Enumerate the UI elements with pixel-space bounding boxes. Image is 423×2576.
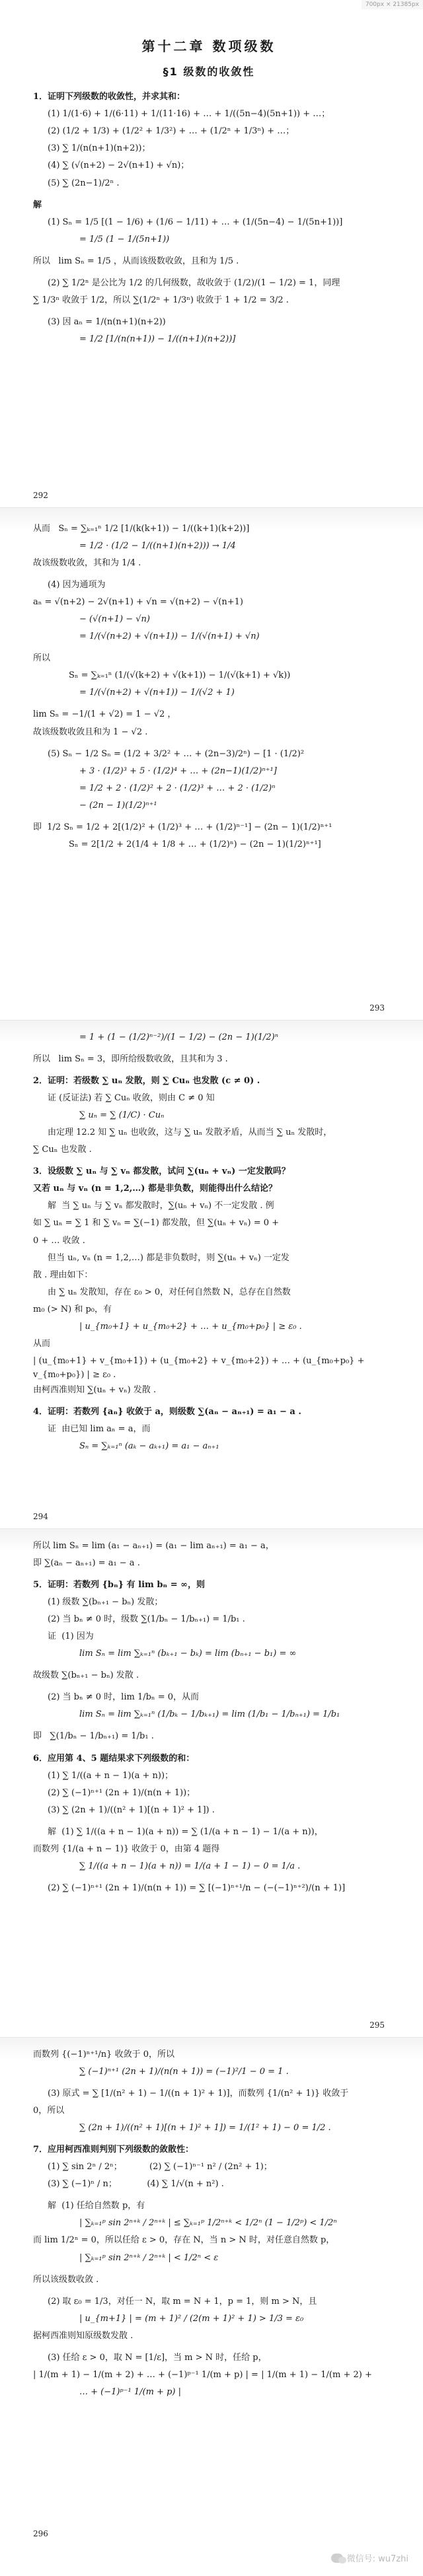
text-line: = 1/2 · (1/2 − 1/((n+1)(n+2))) → 1/4 — [79, 541, 236, 552]
text-line: 据柯西准则知原级数发散 . — [33, 2330, 134, 2341]
text-line: Sₙ = ∑ₖ₌₁ⁿ (aₖ − aₖ₊₁) = a₁ − aₙ₊₁ — [79, 1441, 219, 1452]
text-line: 1．证明下列级数的收敛性，并求其和： — [33, 92, 186, 102]
text-line: ∑ (2n + 1)/((n² + 1)[(n + 1)² + 1]) = 1/(1² + 1) − 0 = 1/2 . — [79, 2123, 331, 2133]
text-line: (2) ∑ (−1)ⁿ⁺¹ (2n + 1)/(n(n + 1))； — [48, 1787, 196, 1798]
text-line: (3) ∑ 1/(n(n+1)(n+2))； — [48, 143, 151, 154]
text-line: | ∑ₖ₌₁ᵖ sin 2ⁿ⁺ᵏ / 2ⁿ⁺ᵏ | ≤ ∑ₖ₌₁ᵖ 1/2ⁿ⁺ᵏ < 1/2ⁿ (1 − 1/2ᵖ) < 1/2ⁿ — [79, 2218, 337, 2229]
text-line: (2) ∑ 1/2ⁿ 是公比为 1/2 的几何级数，故收敛于 (1/2)/(1 − 1/2) = 1，同理 — [48, 277, 340, 288]
text-line: 3．设级数 ∑ uₙ 与 ∑ vₙ 都发散，试问 ∑(uₙ + vₙ) 一定发散吗？ — [33, 1166, 290, 1177]
text-line: 如 ∑ uₙ = ∑ 1 和 ∑ vₙ = ∑(−1) 都发散，但 ∑(uₙ + vₙ) = 0 + — [33, 1218, 280, 1229]
text-line: = 1 + (1 − (1/2)ⁿ⁻²)/(1 − 1/2) − (2n − 1)(1/2)ⁿ — [79, 1032, 279, 1042]
text-line: − (2n − 1)(1/2)ⁿ⁺¹ — [79, 800, 157, 810]
text-line: 所以 lim Sₙ = lim (a₁ − aₙ₊₁) = (a₁ − lim aₙ₊₁) = a₁ − a， — [33, 1541, 274, 1551]
text-line: 7．应用柯西准则判别下列级数的敛散性： — [33, 2145, 194, 2155]
text-line: 散 . 理由如下： — [33, 1270, 93, 1280]
text-line: | u_{m+1} | = (m + 1)² / (2(m + 1)² + 1) > 1/3 = ε₀ — [79, 2313, 304, 2324]
text-line: 而 lim 1/2ⁿ = 0，所以任给 ε > 0，存在 N，当 n > N 时，对任意自然数 p， — [33, 2235, 335, 2246]
section-title: §1 级数的收敛性 — [163, 65, 255, 79]
text-line: (3) ∑ (−1)ⁿ / n； (4) ∑ 1/√(n + n²) . — [48, 2179, 224, 2190]
page-number: 294 — [33, 1511, 48, 1521]
text-line: Sₙ = 2[1/2 + 2(1/4 + 1/8 + … + (1/2)ⁿ) − (2n − 1)(1/2)ⁿ⁺¹] — [69, 839, 321, 849]
text-line: | u_{m₀+1} + u_{m₀+2} + … + u_{m₀+p₀} | ≥ ε₀ . — [79, 1321, 302, 1332]
text-line: 5．证明：若数列 {bₙ} 有 lim bₙ = ∞，则 — [33, 1580, 205, 1591]
text-line: 即 ∑(aₙ − aₙ₊₁) = a₁ − a . — [33, 1558, 140, 1569]
book-page — [0, 1030, 423, 1532]
text-line: ∑ Cuₙ 也发散 . — [33, 1145, 92, 1155]
text-line: 解 (1) ∑ 1/((a + n − 1)(a + n)) = ∑ (1/(a + n − 1) − 1/(a + n))， — [48, 1826, 323, 1837]
page-number: 296 — [33, 2528, 48, 2538]
text-line: (2) 取 ε₀ = 1/3，对任一 N，取 m = N + 1，p = 1，则 m > N，且 — [48, 2296, 317, 2307]
text-line: | (u_{m₀+1} + v_{m₀+1}) + (u_{m₀+2} + v_{m₀+2}) + … + (u_{m₀+p₀} + v_{m₀+p₀}) | ≥ ε₀ . — [33, 1355, 367, 1380]
text-line: (2) (1/2 + 1/3) + (1/2² + 1/3²) + … + (1/2ⁿ + 1/3ⁿ) + …； — [48, 126, 295, 137]
text-line: (1) Sₙ = 1/5 [(1 − 1/6) + (1/6 − 1/11) + … + (1/(5n−4) − 1/(5n+1))] — [48, 217, 343, 227]
text-line: 解 (1) 任给自然数 p，有 — [48, 2201, 145, 2211]
text-line: (2) ∑ (−1)ⁿ⁺¹ (2n + 1)/(n(n + 1)) = ∑ [(−1)ⁿ⁺¹/n − (−(−1)ⁿ⁺²)/(n + 1)] — [48, 1882, 346, 1893]
text-line: aₙ = √(n+2) − 2√(n+1) + √n = √(n+2) − √(n+1) — [33, 597, 243, 608]
text-line: 又若 uₙ 与 vₙ (n = 1,2,…) 都是非负数，则能得出什么结论？ — [33, 1184, 277, 1194]
text-line: + 3 · (1/2)³ + 5 · (1/2)⁴ + … + (2n−1)(1/2)ⁿ⁺¹] — [79, 766, 277, 776]
text-line: 证 由已知 lim aₙ = a，而 — [48, 1424, 151, 1435]
text-line: 0 + … 收敛 . — [33, 1235, 85, 1246]
text-line: (3) 因 aₙ = 1/(n(n+1)(n+2)) — [48, 316, 166, 327]
book-page — [0, 1539, 423, 2041]
text-line: 由柯西准则知 ∑(uₙ + vₙ) 发散 . — [33, 1384, 157, 1395]
text-line: 而数列 {(−1)ⁿ⁺¹/n} 收敛于 0，所以 — [33, 2050, 174, 2059]
text-line: ∑ uₙ = ∑ (1/C) · Cuₙ — [79, 1110, 165, 1121]
text-line: 2．证明：若级数 ∑ uₙ 发散，则 ∑ Cuₙ 也发散 (c ≠ 0) . — [33, 1076, 260, 1087]
text-line: 所以 lim Sₙ = 1/5 ，从而该级数收敛，且和为 1/5 . — [33, 256, 239, 266]
book-page — [0, 9, 423, 511]
text-line: Sₙ = ∑ₖ₌₁ⁿ (1/(√(k+2) + √(k+1)) − 1/(√(k+1) + √k)) — [69, 670, 291, 681]
text-line: 从而 — [33, 1338, 51, 1349]
text-line: = 1/2 + 2 · (1/2)² + 2 · (1/2)³ + … + 2 · (1/2)ⁿ — [79, 783, 276, 793]
text-line: 所以 lim Sₙ = 3，即所给级数收敛，且其和为 3 . — [33, 1054, 228, 1065]
text-line: 证 (反证法) 若 ∑ Cuₙ 收敛，则由 C ≠ 0 知 — [48, 1093, 215, 1104]
text-line: lim Sₙ = lim ∑ₖ₌₁ⁿ (1/bₖ − 1/bₖ₊₁) = lim (1/b₁ − 1/bₙ₊₁) = 1/b₁ — [79, 1709, 340, 1720]
text-line: lim Sₙ = −1/(1 + √2) = 1 − √2 ， — [33, 709, 176, 720]
text-line: (3) 原式 = ∑ [1/(n² + 1) − 1/((n + 1)² + 1)]，而数列 {1/(n² + 1)} 收敛于 — [48, 2089, 349, 2099]
text-line: 4．证明：若数列 {aₙ} 收敛于 a，则级数 ∑(aₙ − aₙ₊₁) = a₁ − a . — [33, 1406, 301, 1417]
page-number: 292 — [33, 490, 48, 500]
text-line: (1) ∑ sin 2ⁿ / 2ⁿ； (2) ∑ (−1)ⁿ⁻¹ n² / (2n² + 1)； — [48, 2162, 272, 2172]
text-line: | ∑ₖ₌₁ᵖ sin 2ⁿ⁺ᵏ / 2ⁿ⁺ᵏ | < 1/2ⁿ < ε — [79, 2252, 219, 2263]
text-line: 而数列 {1/(a + n − 1)} 收敛于 0，由第 4 题得 — [33, 1843, 220, 1854]
text-line: 证 (1) 因为 — [48, 1631, 94, 1642]
text-line: 由 ∑ uₙ 发散知，存在 ε₀ > 0，对任何自然数 N，总存在自然数 — [48, 1287, 291, 1297]
wechat-icon — [331, 2554, 343, 2563]
text-line: 0，所以 — [33, 2106, 65, 2116]
text-line: lim Sₙ = lim ∑ₖ₌₁ⁿ (bₖ₊₁ − bₖ) = lim (bₙ₊₁ − b₁) = ∞ — [79, 1649, 297, 1659]
text-line: (3) ∑ (2n + 1)/((n² + 1)[(n + 1)² + 1]) . — [48, 1805, 215, 1815]
text-line: 即 ∑(1/bₙ − 1/bₙ₊₁) = 1/b₁ . — [33, 1731, 154, 1742]
text-line: − (√(n+1) − √n) — [79, 614, 150, 625]
text-line: (5) ∑ (2n−1)/2ⁿ . — [48, 178, 120, 188]
text-line: = 1/(√(n+2) + √(n+1)) − 1/(√2 + 1) — [79, 688, 235, 698]
text-line: (4) ∑ (√(n+2) − 2√(n+1) + √n)； — [48, 161, 190, 171]
text-line: 从而 Sₙ = ∑ₖ₌₁ⁿ 1/2 [1/(k(k+1)) − 1/((k+1)(k+2))] — [33, 524, 250, 534]
text-line: 故该级数收敛且和为 1 − √2 . — [33, 727, 148, 737]
text-line: 但当 uₙ, vₙ (n = 1,2,…) 都是非负数时，则 ∑(uₙ + vₙ) 一定发 — [48, 1252, 289, 1263]
text-line: 故级数 ∑(bₙ₊₁ − bₙ) 发散 . — [33, 1670, 139, 1681]
text-line: (4) 因为通项为 — [48, 580, 106, 590]
text-line: ∑ 1/3ⁿ 收敛于 1/2，所以 ∑(1/2ⁿ + 1/3ⁿ) 收敛于 1 + 1/2 = 3/2 . — [33, 295, 289, 305]
image-size-label: 700px × 21385px — [362, 0, 423, 9]
page-number: 295 — [369, 2020, 385, 2030]
text-line: 解 — [33, 199, 42, 210]
text-line: (2) 当 bₙ ≠ 0 时，lim 1/bₙ = 0，从而 — [48, 1692, 199, 1703]
chapter-title: 第十二章 数项级数 — [141, 38, 276, 54]
text-line: 故该级数收敛，其和为 1/4 . — [33, 558, 141, 569]
text-line: (1) 级数 ∑(bₙ₊₁ − bₙ) 发散； — [48, 1597, 163, 1608]
text-line: m₀ (> N) 和 p₀，有 — [33, 1304, 112, 1314]
watermark — [331, 2552, 408, 2564]
text-line: 6．应用第 4、5 题结果求下列级数的和： — [33, 1753, 195, 1764]
page-number: 293 — [369, 1003, 385, 1013]
text-line: (1) 1/(1·6) + 1/(6·11) + 1/(11·16) + … + 1/((5n−4)(5n+1)) + …； — [48, 109, 330, 120]
text-line: 所以该级数收敛 . — [33, 2274, 99, 2285]
watermark-text: 微信号: wu7zhi — [346, 2554, 408, 2564]
text-line: 由定理 12.2 知 ∑ uₙ 也收敛，这与 ∑ uₙ 发散矛盾，从而当 ∑ uₙ 发散时， — [48, 1127, 332, 1138]
text-line: 即 1/2 Sₙ = 1/2 + 2[(1/2)² + (1/2)³ + … + (1/2)ⁿ⁻¹] − (2n − 1)(1/2)ⁿ⁺¹ — [33, 822, 332, 832]
text-line: … + (−1)ᵖ⁻¹ 1/(m + p) | — [79, 2386, 181, 2397]
text-line: 解 当 ∑ uₙ 与 ∑ vₙ 都发散时，∑(uₙ + vₙ) 不一定发散 . 例 — [48, 1201, 274, 1211]
text-line: (1) ∑ 1/((a + n − 1)(a + n))； — [48, 1770, 174, 1781]
text-line: | 1/(m + 1) − 1/(m + 2) + … + (−1)ᵖ⁻¹ 1/(m + p) | = | 1/(m + 1) − 1/(m + 2) + — [33, 2369, 372, 2380]
text-line: = 1/(√(n+2) + √(n+1)) − 1/(√(n+1) + √n) — [79, 631, 260, 642]
text-line: 所以 — [33, 653, 51, 664]
text-line: ∑ 1/((a + n − 1)(a + n)) = 1/(a + 1 − 1) − 0 = 1/a . — [79, 1861, 301, 1871]
text-line: ∑ (−1)ⁿ⁺¹ (2n + 1)/(n(n + 1)) = (−1)²/1 − 0 = 1 . — [79, 2067, 289, 2077]
text-line: = 1/2 [1/(n(n+1)) − 1/((n+1)(n+2))] — [79, 334, 236, 344]
text-line: (2) 当 bₙ ≠ 0 时，级数 ∑(1/bₙ − 1/bₙ₊₁) = 1/b₁ . — [48, 1614, 245, 1625]
text-line: = 1/5 (1 − 1/(5n+1)) — [79, 234, 170, 244]
text-line: (3) 任给 ε > 0，取 N = [1/ε]，当 m > N 时，任给 p， — [48, 2352, 267, 2363]
book-page — [0, 522, 423, 1024]
book-page — [0, 2048, 423, 2550]
text-line: (5) Sₙ − 1/2 Sₙ = (1/2 + 3/2² + … + (2n−3)/2ⁿ) − [1 · (1/2)² — [48, 748, 305, 759]
